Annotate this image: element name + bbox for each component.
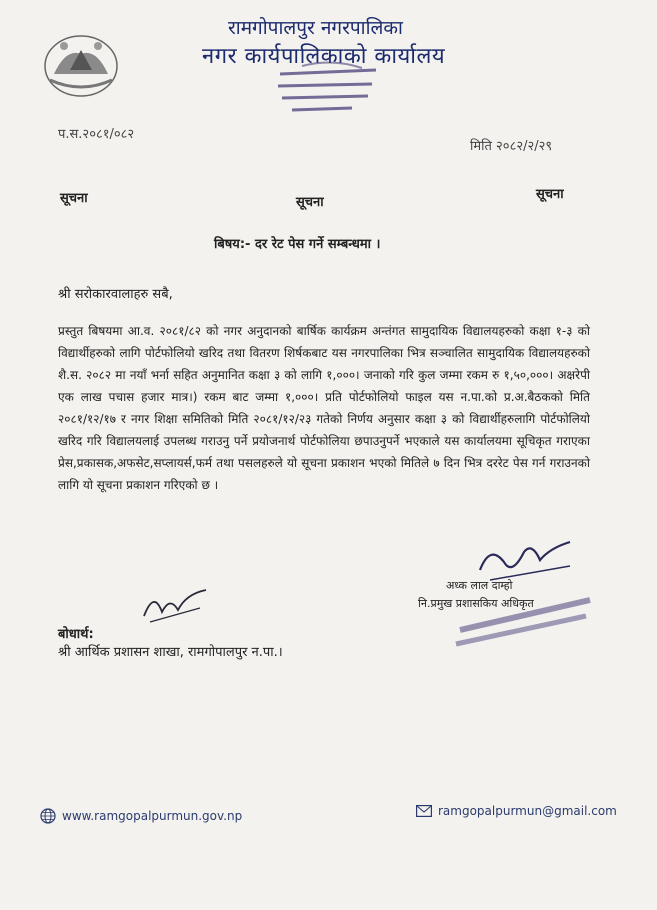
signature-left-icon — [140, 586, 210, 626]
notice-heading-left: सूचना — [60, 191, 88, 206]
notice-heading-right: सूचना — [536, 187, 564, 202]
office-stamp-icon — [272, 60, 384, 122]
footer-email — [416, 804, 617, 818]
salutation: श्री सरोकारवालाहरु सबै, — [58, 287, 173, 302]
cc-recipient: श्री आर्थिक प्रशासन शाखा, रामगोपालपुर न.पा.। — [58, 645, 283, 660]
footer-website — [40, 808, 242, 824]
office-name: नगर कार्यपालिकाको कार्यालय — [202, 44, 446, 69]
signature-stamp-right-icon — [420, 540, 600, 650]
letter-subject: बिषय:- दर रेट पेस गर्ने सम्बन्धमा । — [214, 237, 381, 252]
letter-date: मिति २०८२/२/२९ — [470, 139, 553, 154]
email-link[interactable]: ramgopalpurmun@gmail.com — [438, 804, 617, 818]
notice-heading-center: सूचना — [296, 195, 324, 210]
reference-number: प.स.२०८१/०८२ — [58, 127, 135, 142]
globe-icon — [40, 808, 56, 824]
website-link[interactable]: www.ramgopalpurmun.gov.np — [62, 809, 243, 823]
mail-icon — [416, 805, 432, 817]
nepal-emblem-icon — [40, 30, 122, 100]
organization-name: रामगोपालपुर नगरपालिका — [228, 17, 403, 39]
letter-body: प्रस्तुत बिषयमा आ.व. २०८१/८२ को नगर अनुदानको बार्षिक कार्यक्रम अन्तंगत सामुदायिक विद्यालयहरुको कक्षा १-३ को विद्यार्थीहरुको लागि पोर्टफोलियो खरिद तथा वितरण शिर्षकबाट यस नगरपालिका भित्र सञ्चालित सामुदायिक विद्यालयहरुको शै.स. २०८२ मा नयाँ भर्ना सहित अनुमानित कक्षा ३ को लागि १,०००। जनाको गरि कुल जम्मा रकम रु १,५०,०००। अक्षरेपी एक लाख पचास हजार मात्र।) रकम बाट जम्मा १,०००। प्रति पोर्टफोलियो फाइल यस न.पा.को प्र.अ.बैठकको मिति २०८१/१२/१७ र नगर शिक्षा समितिको मिति २०८१/१२/२३ गतेको निर्णय अनुसार कक्षा ३ को विद्यार्थीहरुलागि पोर्टफोलियो खरिद गरि विद्यालयलाई उपलब्ध गराउनु पर्ने प्रयोजनार्थ पोर्टफोलिया छपाउनुपर्ने भएकाले यस कार्यालयमा सूचिकृत गराएका प्रेस,प्रकासक,अफसेट,सप्लायर्स,फर्म तथा पसलहरुले यो सूचना प्रकाशन भएको मितिले ७ दिन भित्र दररेट पेस गर्न गराउनको लागि यो सूचना प्रकाशन गरिएको छ । — [58, 324, 590, 492]
signer-title: नि.प्रमुख प्रशासकिय अधिकृत — [418, 597, 534, 610]
signer-name: अध्क लाल दाम्हो — [446, 579, 513, 592]
cc-label: बोधार्थ: — [58, 627, 94, 642]
